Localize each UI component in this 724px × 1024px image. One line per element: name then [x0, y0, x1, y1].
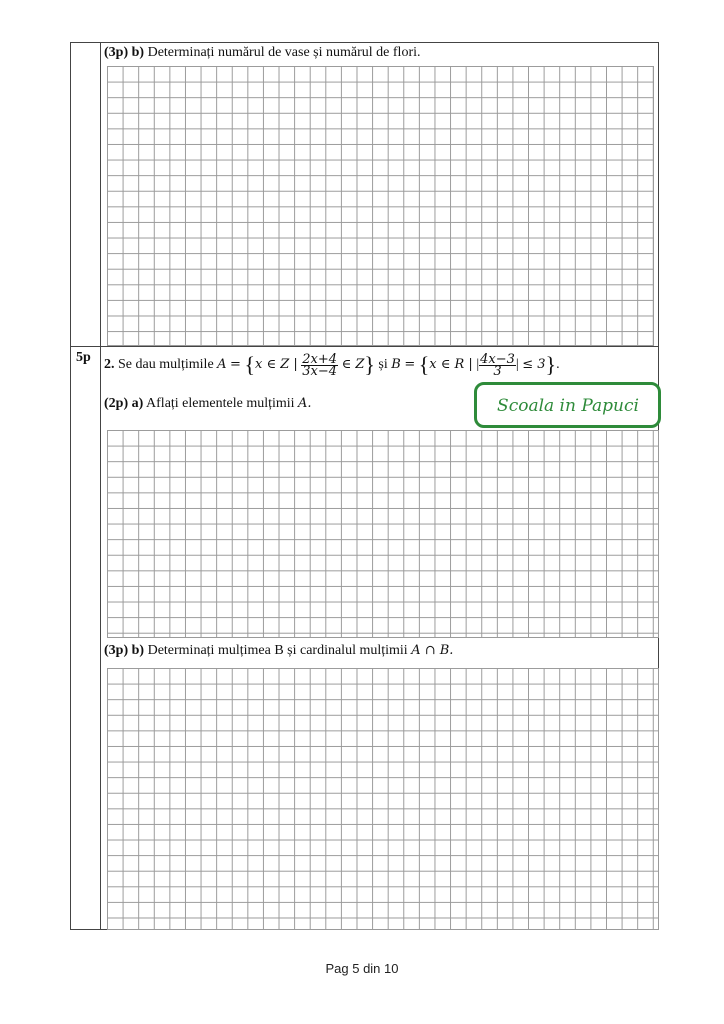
q2a-statement	[104, 396, 312, 412]
q2a-math: A.	[298, 396, 312, 411]
q2-number: 2.	[104, 357, 115, 373]
points-column-divider	[100, 42, 101, 930]
q2-statement: 2. Se dau mulțimile A = {x ∈ Z | $\frac{2x+4}{3x-4}$ ∈ Z} și B = {x ∈ R | | $\frac{4x-3}{3}$ | ≤ 3}.	[104, 351, 560, 379]
q2b-points: (3p)	[104, 643, 129, 658]
q2b-statement	[104, 643, 453, 659]
answer-grid-q1b[interactable]	[107, 66, 654, 346]
set-b-condition: x ∈ R |	[429, 357, 473, 373]
stamp-signature	[483, 389, 653, 421]
set-b-fraction	[479, 351, 516, 379]
set-a-numerator: 2x+4	[302, 351, 338, 367]
stamp-text: Scoala in Papuci	[496, 396, 639, 416]
q2-intro: Se dau mulțimile	[118, 357, 214, 373]
q1b-letter: b)	[131, 45, 145, 60]
q2a-letter: a)	[131, 396, 144, 411]
set-b-numerator: 4x−3	[480, 351, 515, 367]
set-a-denominator: 3x−4	[302, 363, 338, 379]
q2b-math: A ∩ B.	[411, 643, 454, 658]
page-number: Pag 5 din 10	[325, 961, 399, 976]
set-a-condition: x ∈ Z |	[255, 357, 298, 373]
set-b-denominator: 3	[493, 363, 502, 379]
set-b-tail: ≤ 3	[522, 357, 546, 373]
set-a-name: A	[217, 357, 227, 373]
q1b-points: (3p)	[104, 45, 129, 60]
answer-grid-q2b[interactable]	[107, 668, 659, 930]
q1b-statement	[104, 45, 421, 61]
q2-points: 5p	[76, 350, 91, 365]
q1b-text: Determinați numărul de vase și numărul de flori.	[147, 45, 421, 60]
q2a-text: Aflați elementele mulțimii	[146, 396, 295, 411]
set-b-name: B	[391, 357, 401, 373]
q2b-letter: b)	[131, 643, 145, 658]
q2a-points: (2p)	[104, 396, 129, 411]
q2-join: și	[378, 357, 388, 373]
q2b-text: Determinați mulțimea B și cardinalul mulțimii	[147, 643, 408, 658]
section-divider	[70, 346, 659, 347]
set-a-fraction	[301, 351, 338, 379]
scoala-in-papuci-stamp	[474, 382, 661, 428]
set-a-tail: ∈ Z	[341, 357, 365, 373]
answer-grid-q2a[interactable]	[107, 430, 659, 638]
